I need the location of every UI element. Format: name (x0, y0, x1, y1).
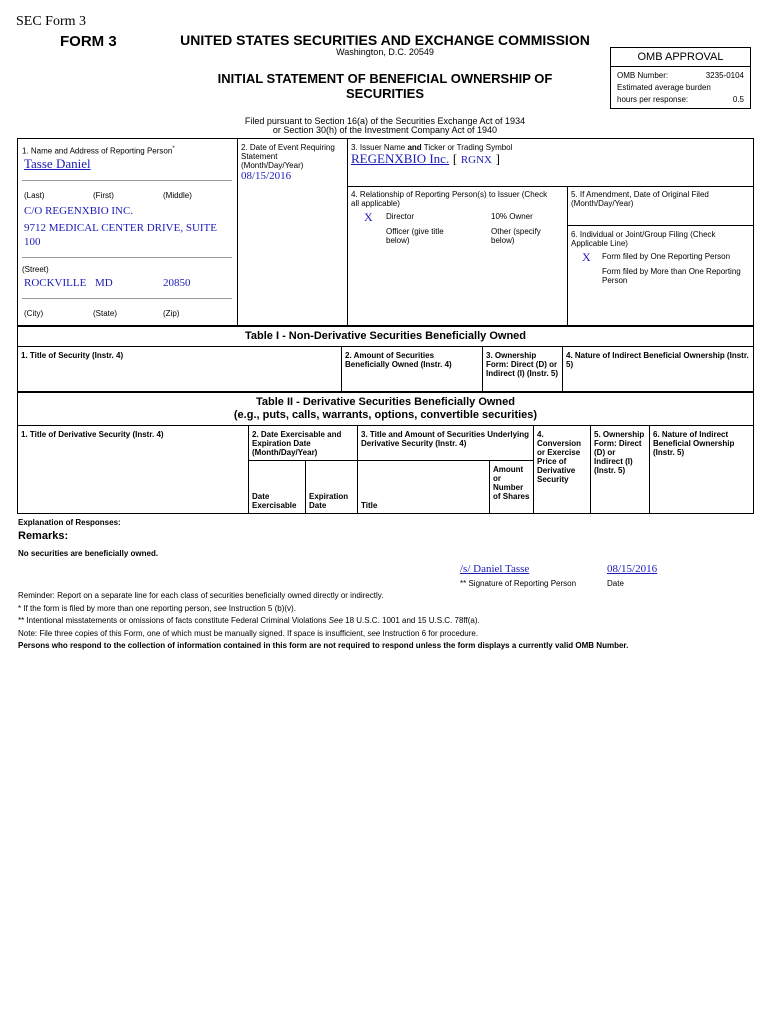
form-title-line2: SECURITIES (345, 86, 424, 101)
address-state: MD (95, 277, 113, 289)
table2-title-line2: (e.g., puts, calls, warrants, options, convertible securities) (233, 409, 538, 421)
explanation-label: Explanation of Responses: (18, 518, 121, 527)
director-label: Director (386, 212, 415, 221)
commission-title: UNITED STATES SECURITIES AND EXCHANGE COMMISSION (180, 32, 590, 48)
date-label: Date (607, 579, 624, 588)
table2-sub-amount: Amount or Number of Shares (493, 465, 530, 501)
table1-col-amount: 2. Amount of Securities Beneficially Owned (Instr. 4) (345, 351, 452, 369)
officer-label: Officer (give title below) (386, 227, 444, 245)
omb-hours-label: hours per response: (617, 95, 689, 104)
table2-col-dates: 2. Date Exercisable and Expiration Date (Month/Day/Year) (252, 430, 342, 457)
street-label: (Street) (22, 265, 49, 274)
address-zip: 20850 (163, 277, 191, 289)
remarks-label: Remarks: (18, 530, 69, 542)
event-date: 08/15/2016 (241, 170, 292, 182)
omb-title: OMB APPROVAL (637, 51, 724, 63)
table2-sub-title: Title (361, 501, 378, 510)
signature-date: 08/15/2016 (607, 563, 658, 575)
last-name-label: (Last) (24, 191, 45, 200)
filed-pursuant-line1: Filed pursuant to Section 16(a) of the Securities Exchange Act of 1934 (244, 116, 526, 126)
table1-title: Table I - Non-Derivative Securities Beneficially Owned (245, 330, 526, 342)
table2-sub-date-exercisable: Date Exercisable (252, 492, 297, 510)
first-name-label: (First) (93, 191, 114, 200)
filed-pursuant-line2: or Section 30(h) of the Investment Company Act of 1940 (272, 125, 498, 135)
multiple-persons-label: Form filed by More than One Reporting Person (602, 267, 741, 285)
issuer-line: REGENXBIO Inc. [ RGNX ] (351, 151, 500, 166)
other-label: Other (specify below) (491, 227, 541, 245)
sec-form-label: SEC Form 3 (16, 14, 87, 29)
box6-label: 6. Individual or Joint/Group Filing (Check Applicable Line) (571, 230, 716, 248)
table2-col-ownership: 5. Ownership Form: Direct (D) or Indirect (I) (Instr. 5) (594, 430, 645, 475)
box1-label: 1. Name and Address of Reporting Person* (22, 146, 175, 156)
table2-col-conversion: 4. Conversion or Exercise Price of Derivative Security (537, 430, 582, 484)
footnote-one: * If the form is filed by more than one reporting person, see Instruction 5 (b)(v). (18, 604, 296, 613)
reporting-person-name[interactable]: Tasse Daniel (24, 156, 91, 171)
table1-col-ownership: 3. Ownership Form: Direct (D) or Indirect (I) (Instr. 5) (486, 351, 559, 378)
omb-notice: Persons who respond to the collection of information contained in this form are not required to respond unless the form displays a currently valid OMB Number. (18, 641, 629, 650)
omb-number-value: 3235-0104 (705, 71, 744, 80)
table2-col-nature: 6. Nature of Indirect Beneficial Ownership (Instr. 5) (653, 430, 735, 457)
commission-city: Washington, D.C. 20549 (336, 47, 434, 57)
table1-col-nature: 4. Nature of Indirect Beneficial Ownership (Instr. 5) (566, 351, 749, 369)
box5-label: 5. If Amendment, Date of Original Filed (Month/Day/Year) (571, 190, 709, 208)
remarks-text: No securities are beneficially owned. (18, 549, 159, 558)
one-person-checkmark[interactable]: X (582, 250, 591, 264)
table2-col-underlying: 3. Title and Amount of Securities Underlying Derivative Security (Instr. 4) (361, 430, 530, 448)
footnote-three: Note: File three copies of this Form, one of which must be manually signed. If space is insufficient, see Instruction 6 for procedure. (18, 629, 479, 638)
middle-name-label: (Middle) (163, 191, 192, 200)
box3-label: 3. Issuer Name and Ticker or Trading Symbol (351, 143, 513, 152)
address-city: ROCKVILLE (24, 277, 87, 289)
ten-percent-owner-label: 10% Owner (491, 212, 533, 221)
table1-col-title: 1. Title of Security (Instr. 4) (21, 351, 124, 360)
form-number: FORM 3 (60, 33, 117, 50)
address-line2: 9712 MEDICAL CENTER DRIVE, SUITE 100 (24, 222, 217, 248)
box2-label: 2. Date of Event Requiring Statement (Month/Day/Year) (241, 143, 335, 170)
box4-label: 4. Relationship of Reporting Person(s) to Issuer (Check all applicable) (351, 190, 548, 208)
one-person-label: Form filed by One Reporting Person (602, 252, 731, 261)
omb-hours-value: 0.5 (732, 95, 744, 104)
table2-sub-expiration: Expiration Date (309, 492, 349, 510)
omb-burden-label: Estimated average burden (617, 83, 711, 92)
director-checkmark[interactable]: X (364, 210, 373, 224)
state-label: (State) (93, 309, 118, 318)
address-line1: C/O REGENXBIO INC. (24, 205, 134, 217)
signature-label: ** Signature of Reporting Person (460, 579, 577, 588)
table2-col-title: 1. Title of Derivative Security (Instr. 4) (21, 430, 164, 439)
table2-title-line1: Table II - Derivative Securities Beneficially Owned (255, 396, 515, 408)
zip-label: (Zip) (163, 309, 180, 318)
city-label: (City) (24, 309, 44, 318)
issuer-name[interactable]: REGENXBIO Inc. (351, 151, 450, 166)
signature: /s/ Daniel Tasse (460, 563, 530, 575)
reminder-text: Reminder: Report on a separate line for each class of securities beneficially owned directly or indirectly. (18, 591, 384, 600)
footnote-two: ** Intentional misstatements or omissions of facts constitute Federal Criminal Violations See 18 U.S.C. 1001 and 15 U.S.C. 78ff(a). (18, 616, 480, 625)
ticker-symbol: RGNX (460, 154, 492, 166)
omb-number-label: OMB Number: (617, 71, 669, 80)
form-title-line1: INITIAL STATEMENT OF BENEFICIAL OWNERSHIP OF (217, 71, 553, 86)
